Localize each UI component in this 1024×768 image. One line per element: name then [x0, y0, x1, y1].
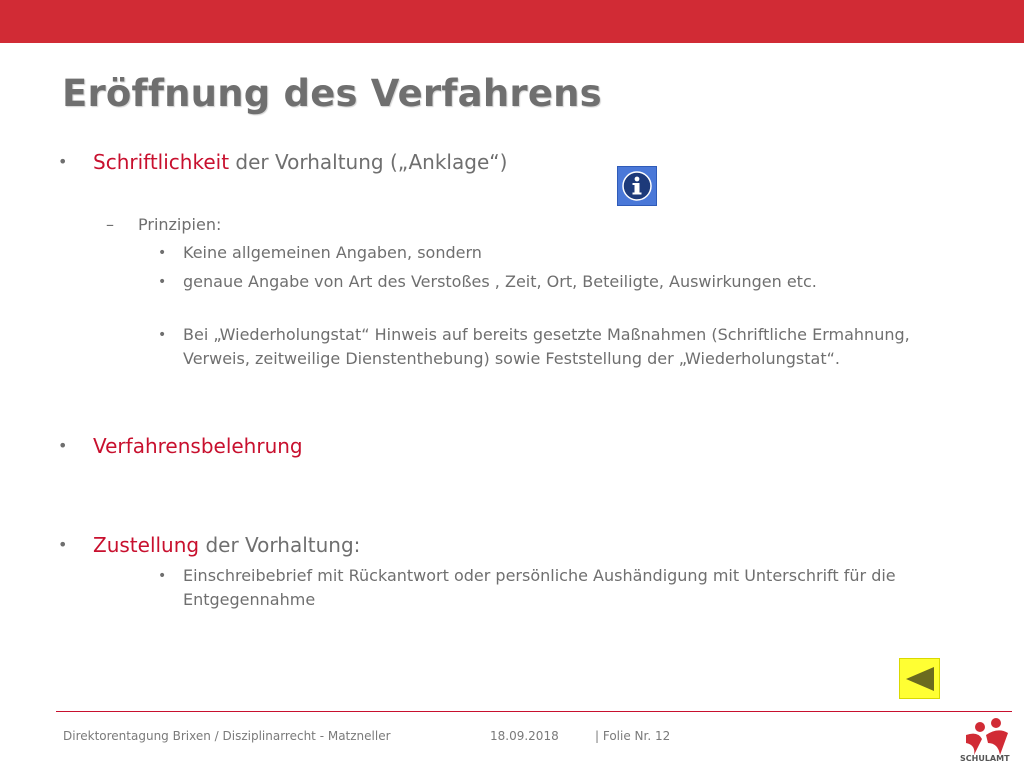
schulamt-logo	[952, 713, 1022, 765]
slide-title: Eröffnung des Verfahrens	[62, 72, 602, 115]
back-arrow-icon	[904, 665, 936, 693]
footer-slide-number: | Folie Nr. 12	[595, 729, 671, 743]
bullet-rest: der Vorhaltung:	[199, 533, 361, 557]
bullet-highlight: Verfahrensbelehrung	[93, 434, 303, 458]
list-item-text: Keine allgemeinen Angaben, sondern	[183, 243, 482, 262]
bullet-marker: •	[58, 436, 68, 455]
bullet-marker: •	[158, 568, 167, 584]
bullet-marker: •	[158, 245, 167, 261]
list-item-text: genaue Angabe von Art des Verstoßes , Zeit, Ort, Beteiligte, Auswirkungen etc.	[183, 272, 817, 291]
bullet-highlight: Zustellung	[93, 533, 200, 557]
bullet-highlight: Schriftlichkeit	[93, 150, 230, 174]
dash-marker: –	[106, 215, 114, 234]
bullet-rest: der Vorhaltung („Anklage“)	[229, 150, 508, 174]
back-button[interactable]	[899, 658, 940, 699]
bullet-text	[93, 533, 360, 557]
footer-event: Direktorentagung Brixen / Disziplinarrecht - Matzneller	[63, 729, 391, 743]
bullet-text	[93, 150, 507, 174]
info-button[interactable]	[617, 166, 657, 206]
bullet-marker: •	[158, 327, 167, 343]
footer-date: 18.09.2018	[490, 729, 559, 743]
subitem-label: Prinzipien:	[138, 215, 222, 234]
list-item-text: Bei „Wiederholungstat“ Hinweis auf bereits gesetzte Maßnahmen (Schriftliche Ermahnung, Verweis, zeitweilige Dienstenthebung) sowie Feststellung der „Wiederholungstat“.	[183, 325, 910, 368]
bullet-marker: •	[58, 535, 68, 554]
logo-text: SCHULAMT	[960, 754, 1010, 763]
info-icon	[622, 171, 652, 201]
footer-divider	[56, 711, 1012, 712]
bullet-marker: •	[58, 152, 68, 171]
top-bar	[0, 0, 1024, 43]
bullet-marker: •	[158, 274, 167, 290]
list-item-text: Einschreibebrief mit Rückantwort oder persönliche Aushändigung mit Unterschrift für die Entgegennahme	[183, 566, 896, 609]
